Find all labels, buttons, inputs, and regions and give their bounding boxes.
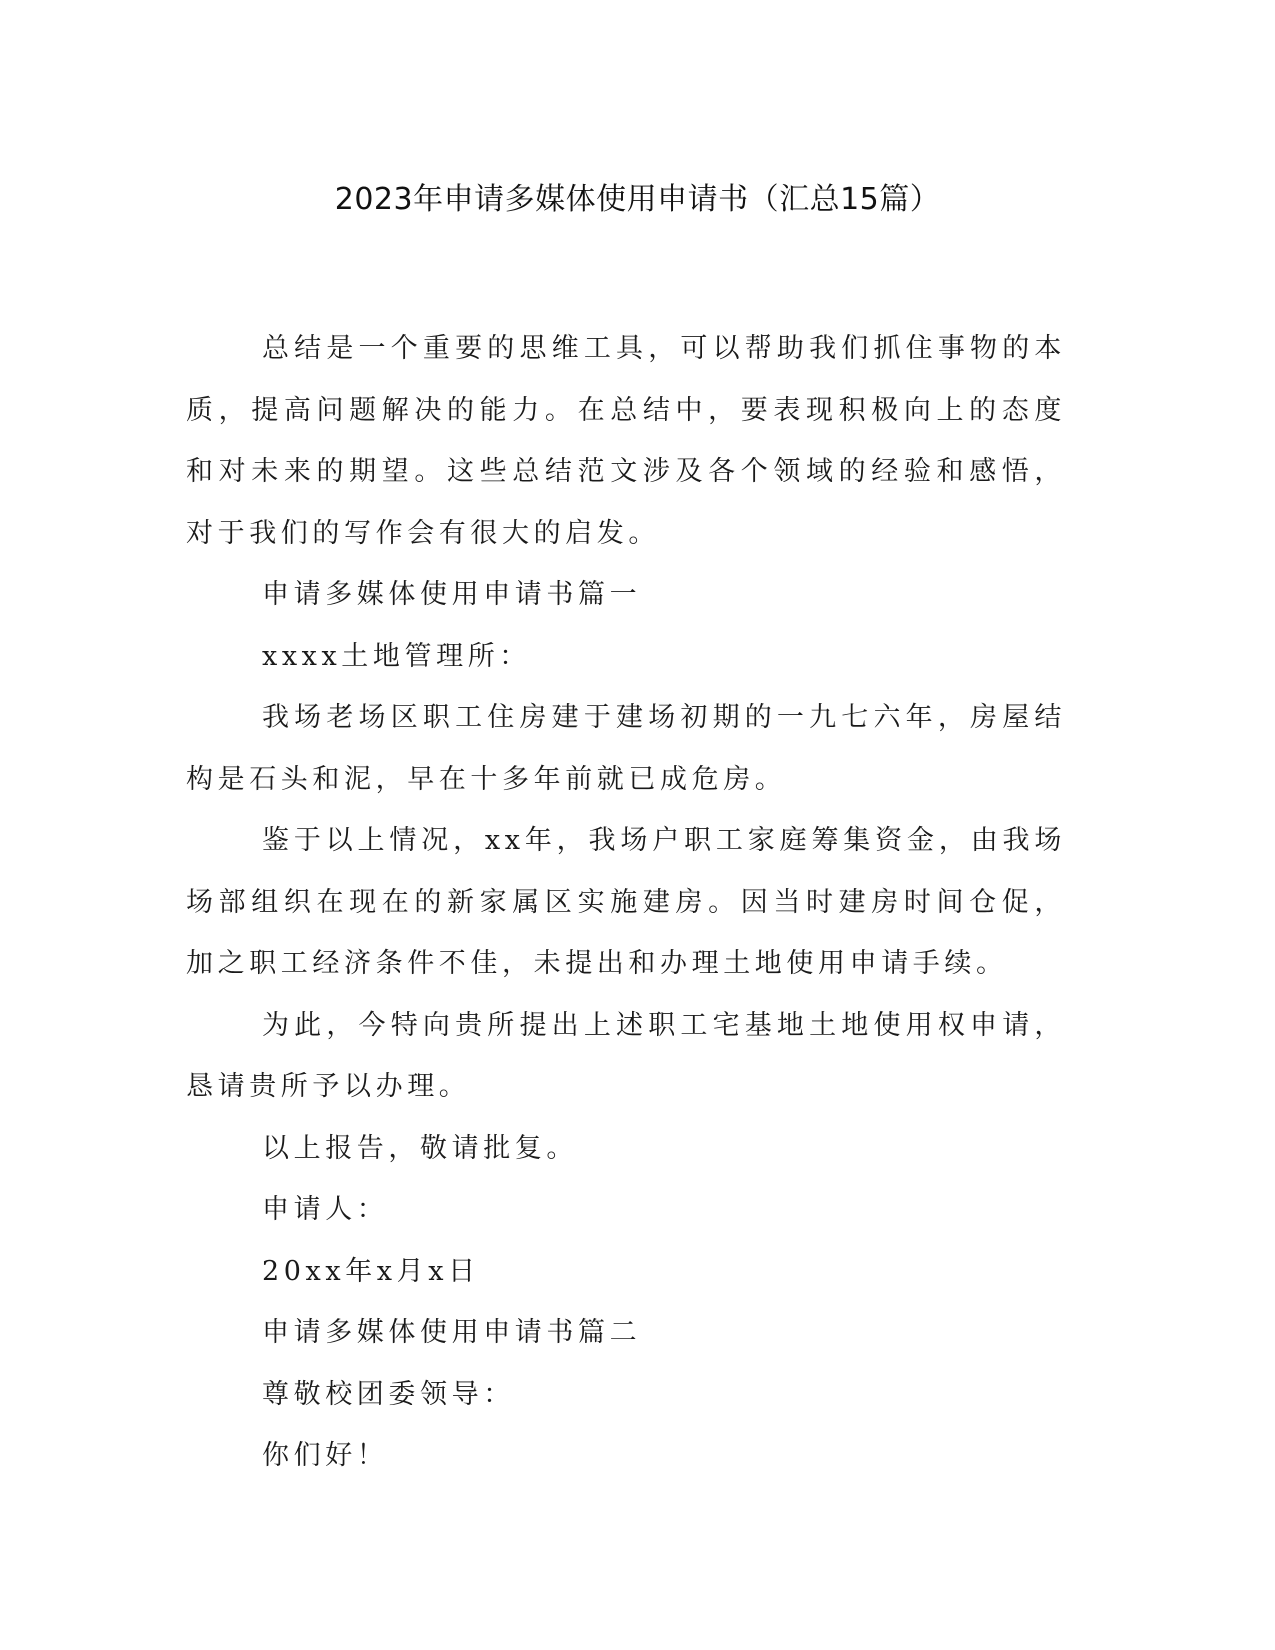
body-paragraph: 为此，今特向贵所提出上述职工宅基地土地使用权申请，恳请贵所予以办理。 [186,1009,1066,1102]
greeting-line: 你们好！ [262,1440,389,1471]
section-heading-2: 申请多媒体使用申请书篇二 [262,1317,642,1348]
salutation-1: xxxx土地管理所： [262,640,531,672]
document-title: 2023年申请多媒体使用申请书（汇总15篇） [334,182,941,217]
document-body [186,318,1066,1487]
intro-paragraph: 总结是一个重要的思维工具，可以帮助我们抓住事物的本质，提高问题解决的能力。在总结中，要表现积极向上的态度和对未来的期望。这些总结范文涉及各个领域的经验和感悟，对于我们的写作会有很大的启发。 [186,333,1066,549]
body-paragraph: 我场老场区职工住房建于建场初期的一九七六年，房屋结构是石头和泥，早在十多年前就已成危房。 [186,702,1066,795]
section-heading-1: 申请多媒体使用申请书篇一 [262,579,642,610]
body-paragraph: 鉴于以上情况，xx年，我场户职工家庭筹集资金，由我场场部组织在现在的新家属区实施建房。因当时建房时间仓促，加之职工经济条件不佳，未提出和办理土地使用申请手续。 [186,825,1066,979]
date-line: 20xx年x月x日 [262,1255,480,1287]
closing-line: 以上报告，敬请批复。 [262,1132,578,1164]
salutation-2: 尊敬校团委领导： [262,1378,515,1410]
applicant-line: 申请人： [262,1194,389,1225]
